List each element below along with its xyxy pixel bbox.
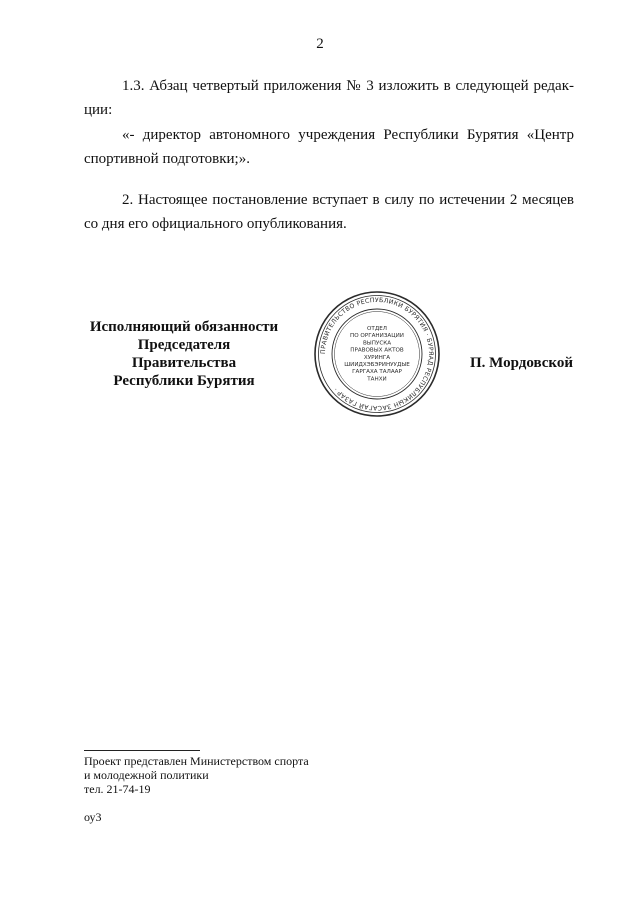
- footnote: [84, 754, 309, 796]
- paragraph-line: со дня его официального опубликования.: [84, 216, 347, 232]
- paragraph-line: 1.3. Абзац четвертый приложения № 3 изложить в следующей редак-: [122, 78, 574, 94]
- footnote-phone: тел. 21-74-19: [84, 782, 151, 796]
- svg-text:ПРАВИТЕЛЬСТВО РЕСПУБЛИКИ БУРЯТ: ПРАВИТЕЛЬСТВО РЕСПУБЛИКИ БУРЯТИЯ · БУРЯАД РЕСПУБЛИКЫН ЗАСАГАЙ ГАЗАР ·: [319, 296, 435, 412]
- paragraph-line: ции:: [84, 102, 113, 118]
- seal-inner-line: ГАРГАХА ТАЛААР: [352, 369, 402, 376]
- official-seal: [313, 290, 441, 418]
- seal-inner-line: ШИИДХЭБЭРИНУУДЫЕ: [344, 362, 410, 368]
- signer-title-line: Исполняющий обязанности: [89, 319, 279, 335]
- seal-inner-line: ПО ОРГАНИЗАЦИИ: [350, 333, 404, 340]
- signer-title-line: Республики Бурятия: [113, 373, 255, 389]
- seal-inner-line: ОТДЕЛ: [367, 326, 387, 332]
- page-number: 2: [316, 36, 324, 52]
- paragraph-amendment: [84, 74, 574, 122]
- paragraph-line: «- директор автономного учреждения Республики Бурятия «Центр: [122, 127, 574, 143]
- document-code: оу3: [84, 810, 102, 824]
- signer-name: П. Мордовской: [469, 355, 573, 371]
- paragraph-line: 2. Настоящее постановление вступает в силу по истечении 2 месяцев: [122, 192, 574, 208]
- signer-title: [84, 318, 284, 390]
- paragraph-effective-date: [84, 188, 574, 236]
- paragraph-quote: [84, 123, 574, 171]
- seal-inner-line: ВЫПУСКА: [362, 340, 392, 347]
- footnote-line: и молодежной политики: [84, 768, 209, 782]
- seal-inner-line: ПРАВОВЫХ АКТОВ: [350, 347, 404, 354]
- footnote-line: Проект представлен Министерством спорта: [84, 754, 309, 768]
- signer-title-line: Председателя Правительства: [131, 337, 237, 371]
- footnote-rule: [84, 750, 200, 751]
- seal-inner-line: ТАНХИ: [367, 376, 387, 383]
- seal-inner-line: ХУРИНГА: [363, 354, 391, 361]
- paragraph-line: спортивной подготовки;».: [84, 151, 250, 167]
